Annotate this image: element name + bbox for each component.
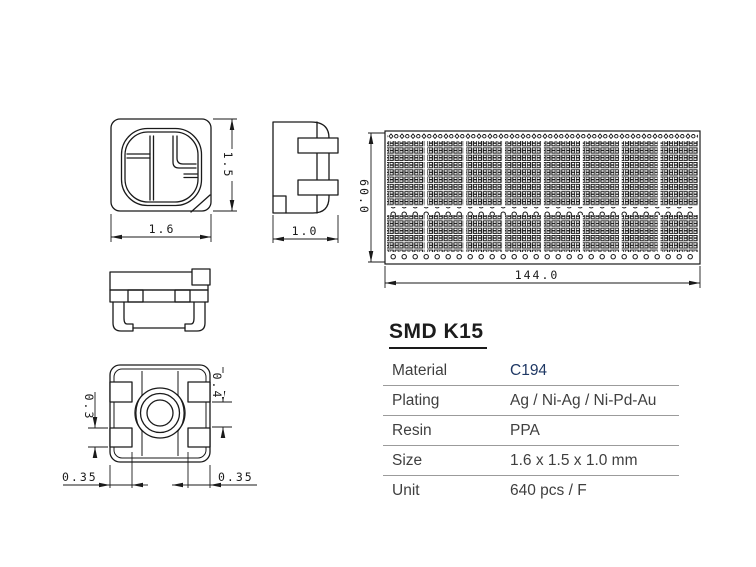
leadframe-cup-features bbox=[127, 136, 197, 200]
dimension-tab-width-left bbox=[62, 452, 148, 488]
dim-label-pad-gap: 0.4 bbox=[210, 372, 224, 400]
spec-value: PPA bbox=[510, 421, 540, 439]
dim-label-top-height: 1.5 bbox=[221, 151, 235, 179]
spec-label: Material bbox=[392, 361, 448, 379]
leadframe-strip-drawing bbox=[355, 125, 750, 295]
dimension-depth bbox=[273, 215, 338, 243]
package-bottom-view-drawing bbox=[60, 355, 275, 510]
dimension-tab-width-right bbox=[172, 452, 257, 488]
dimension-tab-height bbox=[82, 392, 108, 453]
spec-row-resin bbox=[383, 416, 679, 446]
dim-label-tab-height: 0.3 bbox=[82, 393, 96, 421]
package-side-outline bbox=[273, 122, 338, 213]
spec-label: Unit bbox=[392, 481, 420, 499]
spec-label: Size bbox=[392, 451, 423, 469]
dimension-pad-gap bbox=[210, 367, 232, 433]
spec-row-unit bbox=[383, 476, 679, 505]
spec-card bbox=[383, 320, 679, 505]
spec-table bbox=[383, 356, 679, 505]
spec-label: Resin bbox=[392, 421, 432, 439]
dim-label-strip-width: 144.0 bbox=[514, 268, 560, 282]
package-bottom-outline bbox=[110, 365, 210, 462]
package-front-outline bbox=[110, 269, 210, 331]
dim-label-tab-width-left: 0.35 bbox=[62, 470, 98, 484]
dim-label-depth: 1.0 bbox=[291, 224, 319, 238]
spec-row-material bbox=[383, 356, 679, 386]
dimension-width bbox=[111, 214, 211, 242]
spec-value-material: C194 bbox=[510, 361, 548, 379]
spec-value: 640 pcs / F bbox=[510, 481, 587, 499]
spec-row-plating bbox=[383, 386, 679, 416]
dim-label-top-width: 1.6 bbox=[148, 222, 176, 236]
spec-value: 1.6 x 1.5 x 1.0 mm bbox=[510, 451, 638, 469]
package-body-outline bbox=[111, 119, 211, 212]
package-top-view-drawing bbox=[100, 112, 245, 247]
leadframe-pattern bbox=[385, 131, 700, 264]
package-front-view-drawing bbox=[100, 262, 220, 342]
package-side-view-drawing bbox=[265, 112, 355, 247]
dim-label-tab-width-right: 0.35 bbox=[218, 470, 254, 484]
dimension-strip-height bbox=[357, 133, 385, 262]
spec-row-size bbox=[383, 446, 679, 476]
spec-value: Ag / Ni-Ag / Ni-Pd-Au bbox=[510, 391, 657, 409]
dimension-strip-width bbox=[385, 266, 700, 288]
page-title: SMD K15 bbox=[389, 320, 487, 349]
dim-label-strip-height: 60.0 bbox=[357, 179, 371, 215]
spec-label: Plating bbox=[392, 391, 440, 409]
dimension-height bbox=[213, 119, 237, 211]
